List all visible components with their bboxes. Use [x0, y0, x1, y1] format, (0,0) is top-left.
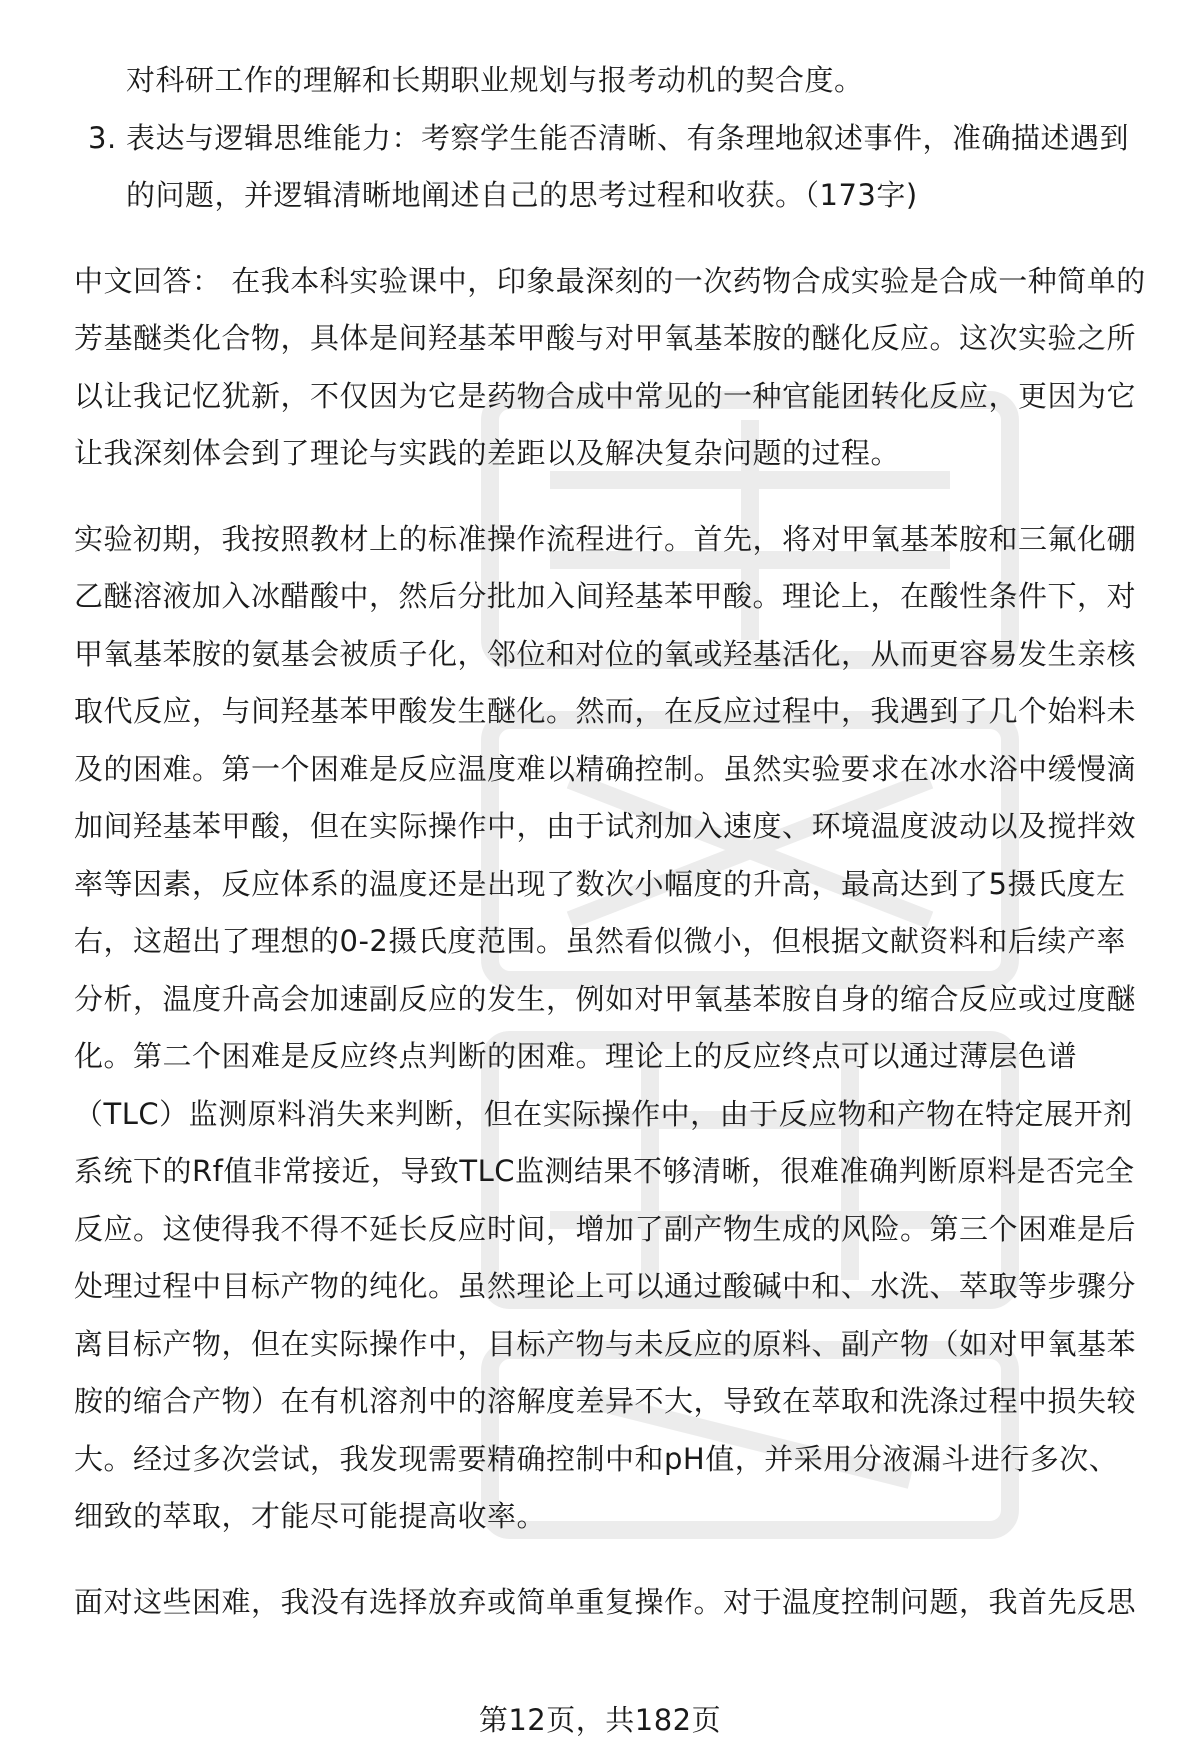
paragraph-line: 胺的缩合产物）在有机溶剂中的溶解度差异不大，导致在萃取和洗涤过程中损失较 — [74, 1384, 1137, 1418]
paragraph-line: 面对这些困难，我没有选择放弃或简单重复操作。对于温度控制问题，我首先反思 — [74, 1584, 1137, 1619]
paragraph-line: 让我深刻体会到了理论与实践的差距以及解决复杂问题的过程。 — [74, 436, 901, 470]
document-body — [74, 52, 1164, 1631]
paragraph-line: 及的困难。第一个困难是反应温度难以精确控制。虽然实验要求在冰水浴中缓慢滴 — [74, 751, 1137, 786]
paragraph-line: 芳基醚类化合物，具体是间羟基苯甲酸与对甲氧基苯胺的醚化反应。这次实验之所 — [74, 321, 1137, 355]
paragraph-answer-intro — [74, 253, 1164, 483]
list-continuation-line: 对科研工作的理解和长期职业规划与报考动机的契合度。 — [126, 63, 864, 97]
paragraph-line: 实验初期，我按照教材上的标准操作流程进行。首先，将对甲氧基苯胺和三氟化硼 — [74, 521, 1137, 556]
paragraph-line: 细致的萃取，才能尽可能提高收率。 — [74, 1499, 547, 1533]
paragraph-line: 以让我记忆犹新，不仅因为它是药物合成中常见的一种官能团转化反应，更因为它 — [74, 378, 1137, 413]
list-item-3 — [74, 110, 1164, 225]
list-item-line: 的问题，并逻辑清晰地阐述自己的思考过程和收获。（173字) — [126, 178, 918, 212]
paragraph-line: 离目标产物，但在实际操作中，目标产物与未反应的原料、副产物（如对甲氧基苯 — [74, 1326, 1137, 1361]
paragraph-line: 加间羟基苯甲酸，但在实际操作中，由于试剂加入速度、环境温度波动以及搅拌效 — [74, 809, 1137, 843]
paragraph-line: 中文回答： 在我本科实验课中，印象最深刻的一次药物合成实验是合成一种简单的 — [74, 263, 1146, 298]
paragraph-line: 分析，温度升高会加速副反应的发生，例如对甲氧基苯胺自身的缩合反应或过度醚 — [74, 981, 1137, 1016]
page-footer — [0, 1700, 1200, 1740]
paragraph-line: 化。第二个困难是反应终点判断的困难。理论上的反应终点可以通过薄层色谱 — [74, 1039, 1078, 1073]
paragraph-facing-difficulties — [74, 1574, 1164, 1632]
page-number-label: 第12页，共182页 — [478, 1703, 722, 1737]
paragraph-line: 大。经过多次尝试，我发现需要精确控制中和pH值，并采用分液漏斗进行多次、 — [74, 1441, 1119, 1476]
paragraph-line: 率等因素，反应体系的温度还是出现了数次小幅度的升高，最高达到了5摄氏度左 — [74, 866, 1126, 901]
paragraph-line: （TLC）监测原料消失来判断，但在实际操作中，由于反应物和产物在特定展开剂 — [74, 1096, 1133, 1131]
list-item-body — [126, 110, 1164, 225]
list-item-line: 表达与逻辑思维能力：考察学生能否清晰、有条理地叙述事件，准确描述遇到 — [126, 120, 1130, 155]
paragraph-line: 系统下的Rf值非常接近，导致TLC监测结果不够清晰，很难准确判断原料是否完全 — [74, 1154, 1135, 1188]
paragraph-experiment-difficulties — [74, 511, 1164, 1546]
paragraph-line: 甲氧基苯胺的氨基会被质子化，邻位和对位的氧或羟基活化，从而更容易发生亲核 — [74, 636, 1137, 671]
list-number: 3. — [88, 120, 117, 155]
paragraph-line: 乙醚溶液加入冰醋酸中，然后分批加入间羟基苯甲酸。理论上，在酸性条件下，对 — [74, 579, 1137, 613]
paragraph-line: 右，这超出了理想的0-2摄氏度范围。虽然看似微小，但根据文献资料和后续产率 — [74, 924, 1126, 958]
list-item-continuation — [74, 52, 1164, 110]
paragraph-line: 处理过程中目标产物的纯化。虽然理论上可以通过酸碱中和、水洗、萃取等步骤分 — [74, 1269, 1137, 1303]
paragraph-line: 反应。这使得我不得不延长反应时间，增加了副产物生成的风险。第三个困难是后 — [74, 1211, 1137, 1246]
paragraph-line: 取代反应，与间羟基苯甲酸发生醚化。然而，在反应过程中，我遇到了几个始料未 — [74, 694, 1137, 728]
